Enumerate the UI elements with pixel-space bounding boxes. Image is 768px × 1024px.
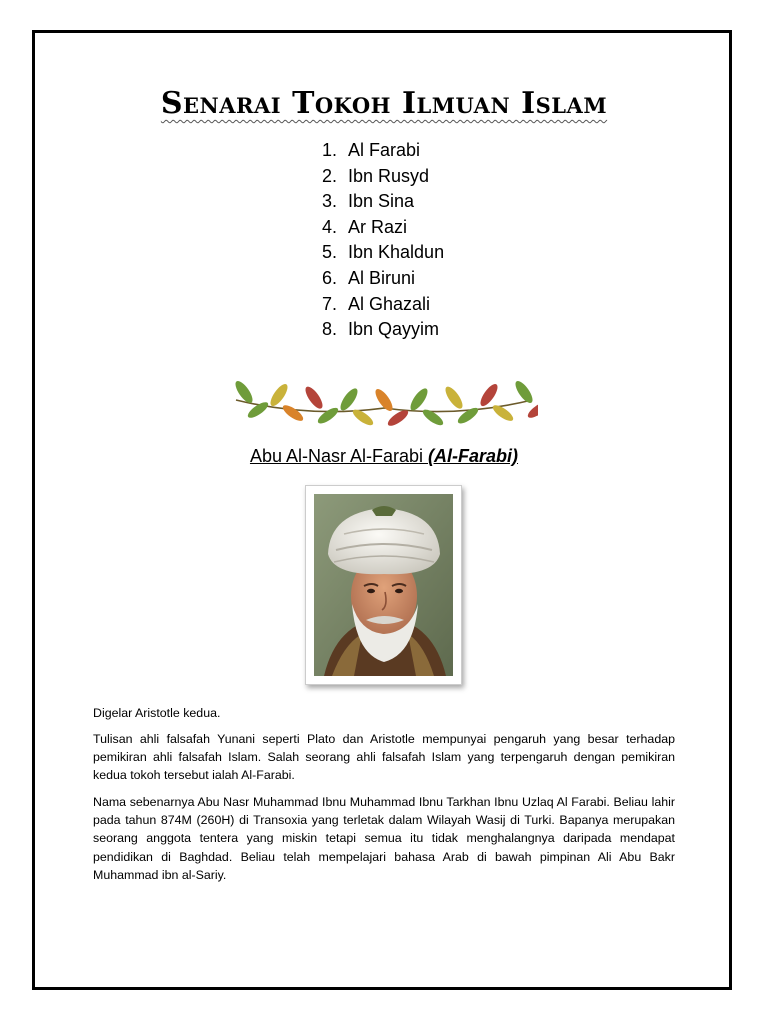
- list-item: [322, 138, 444, 164]
- section-heading-alias: (Al-Farabi): [428, 446, 519, 466]
- list-item-name: Al Ghazali: [348, 293, 431, 314]
- list-item-number: 6.: [322, 267, 338, 288]
- list-item-number: 3.: [322, 191, 338, 212]
- paragraph-1: Digelar Aristotle kedua.: [93, 706, 221, 720]
- portrait-frame: [305, 485, 462, 685]
- list-item-name: Al Biruni: [348, 267, 416, 288]
- paragraph-2: Tulisan ahli falsafah Yunani seperti Plato dan Aristotle mempunyai pengaruh yang besar terhadap pemikiran ahli falsafah Islam. Salah seorang ahli falsafah Islam yang terpengaruh dengan pemikiran kedua tokoh tersebut ialah Al-Farabi.: [93, 732, 675, 783]
- list-item: [322, 292, 444, 318]
- list-item-name: Ibn Rusyd: [348, 165, 430, 186]
- list-item: [322, 215, 444, 241]
- list-item: [322, 189, 444, 215]
- list-item-number: 2.: [322, 165, 338, 186]
- scholar-list: [322, 138, 444, 343]
- list-item-number: 8.: [322, 319, 338, 340]
- list-item: [322, 240, 444, 266]
- paragraph-3: Nama sebenarnya Abu Nasr Muhammad Ibnu Muhammad Ibnu Tarkhan Ibnu Uzlaq Al Farabi. Beliau lahir pada tahun 874M (260H) di Transoxia yang terletak dalam Wilayah Wasij di Turki. Bapanya merupakan seorang anggota tentera yang miskin tetapi semua itu tidak menghalangnya daripada mendapat pendidikan di Baghdad. Beliau telah mempelajari bahasa Arab di bawah pimpinan Ali Abu Bakr Muhammad ibn al-Sariy.: [93, 795, 675, 882]
- scholar-portrait-icon: [314, 494, 453, 676]
- section-heading: [0, 446, 768, 467]
- list-item: [322, 266, 444, 292]
- list-item-number: 4.: [322, 216, 338, 237]
- list-item: [322, 317, 444, 343]
- list-item-name: Ibn Qayyim: [348, 319, 440, 340]
- list-item-name: Ibn Khaldun: [348, 242, 445, 263]
- list-item-number: 5.: [322, 242, 338, 263]
- list-item: [322, 164, 444, 190]
- list-item-number: 7.: [322, 293, 338, 314]
- list-item-name: Ibn Sina: [348, 191, 415, 212]
- list-item-name: Ar Razi: [348, 216, 408, 237]
- list-item-number: 1.: [322, 140, 338, 160]
- page-title: Senarai Tokoh Ilmuan Islam: [160, 86, 608, 121]
- section-heading-name: Abu Al-Nasr Al-Farabi: [249, 446, 429, 466]
- list-item-name: Al Farabi: [348, 140, 421, 160]
- leaf-garland-icon: [230, 378, 538, 434]
